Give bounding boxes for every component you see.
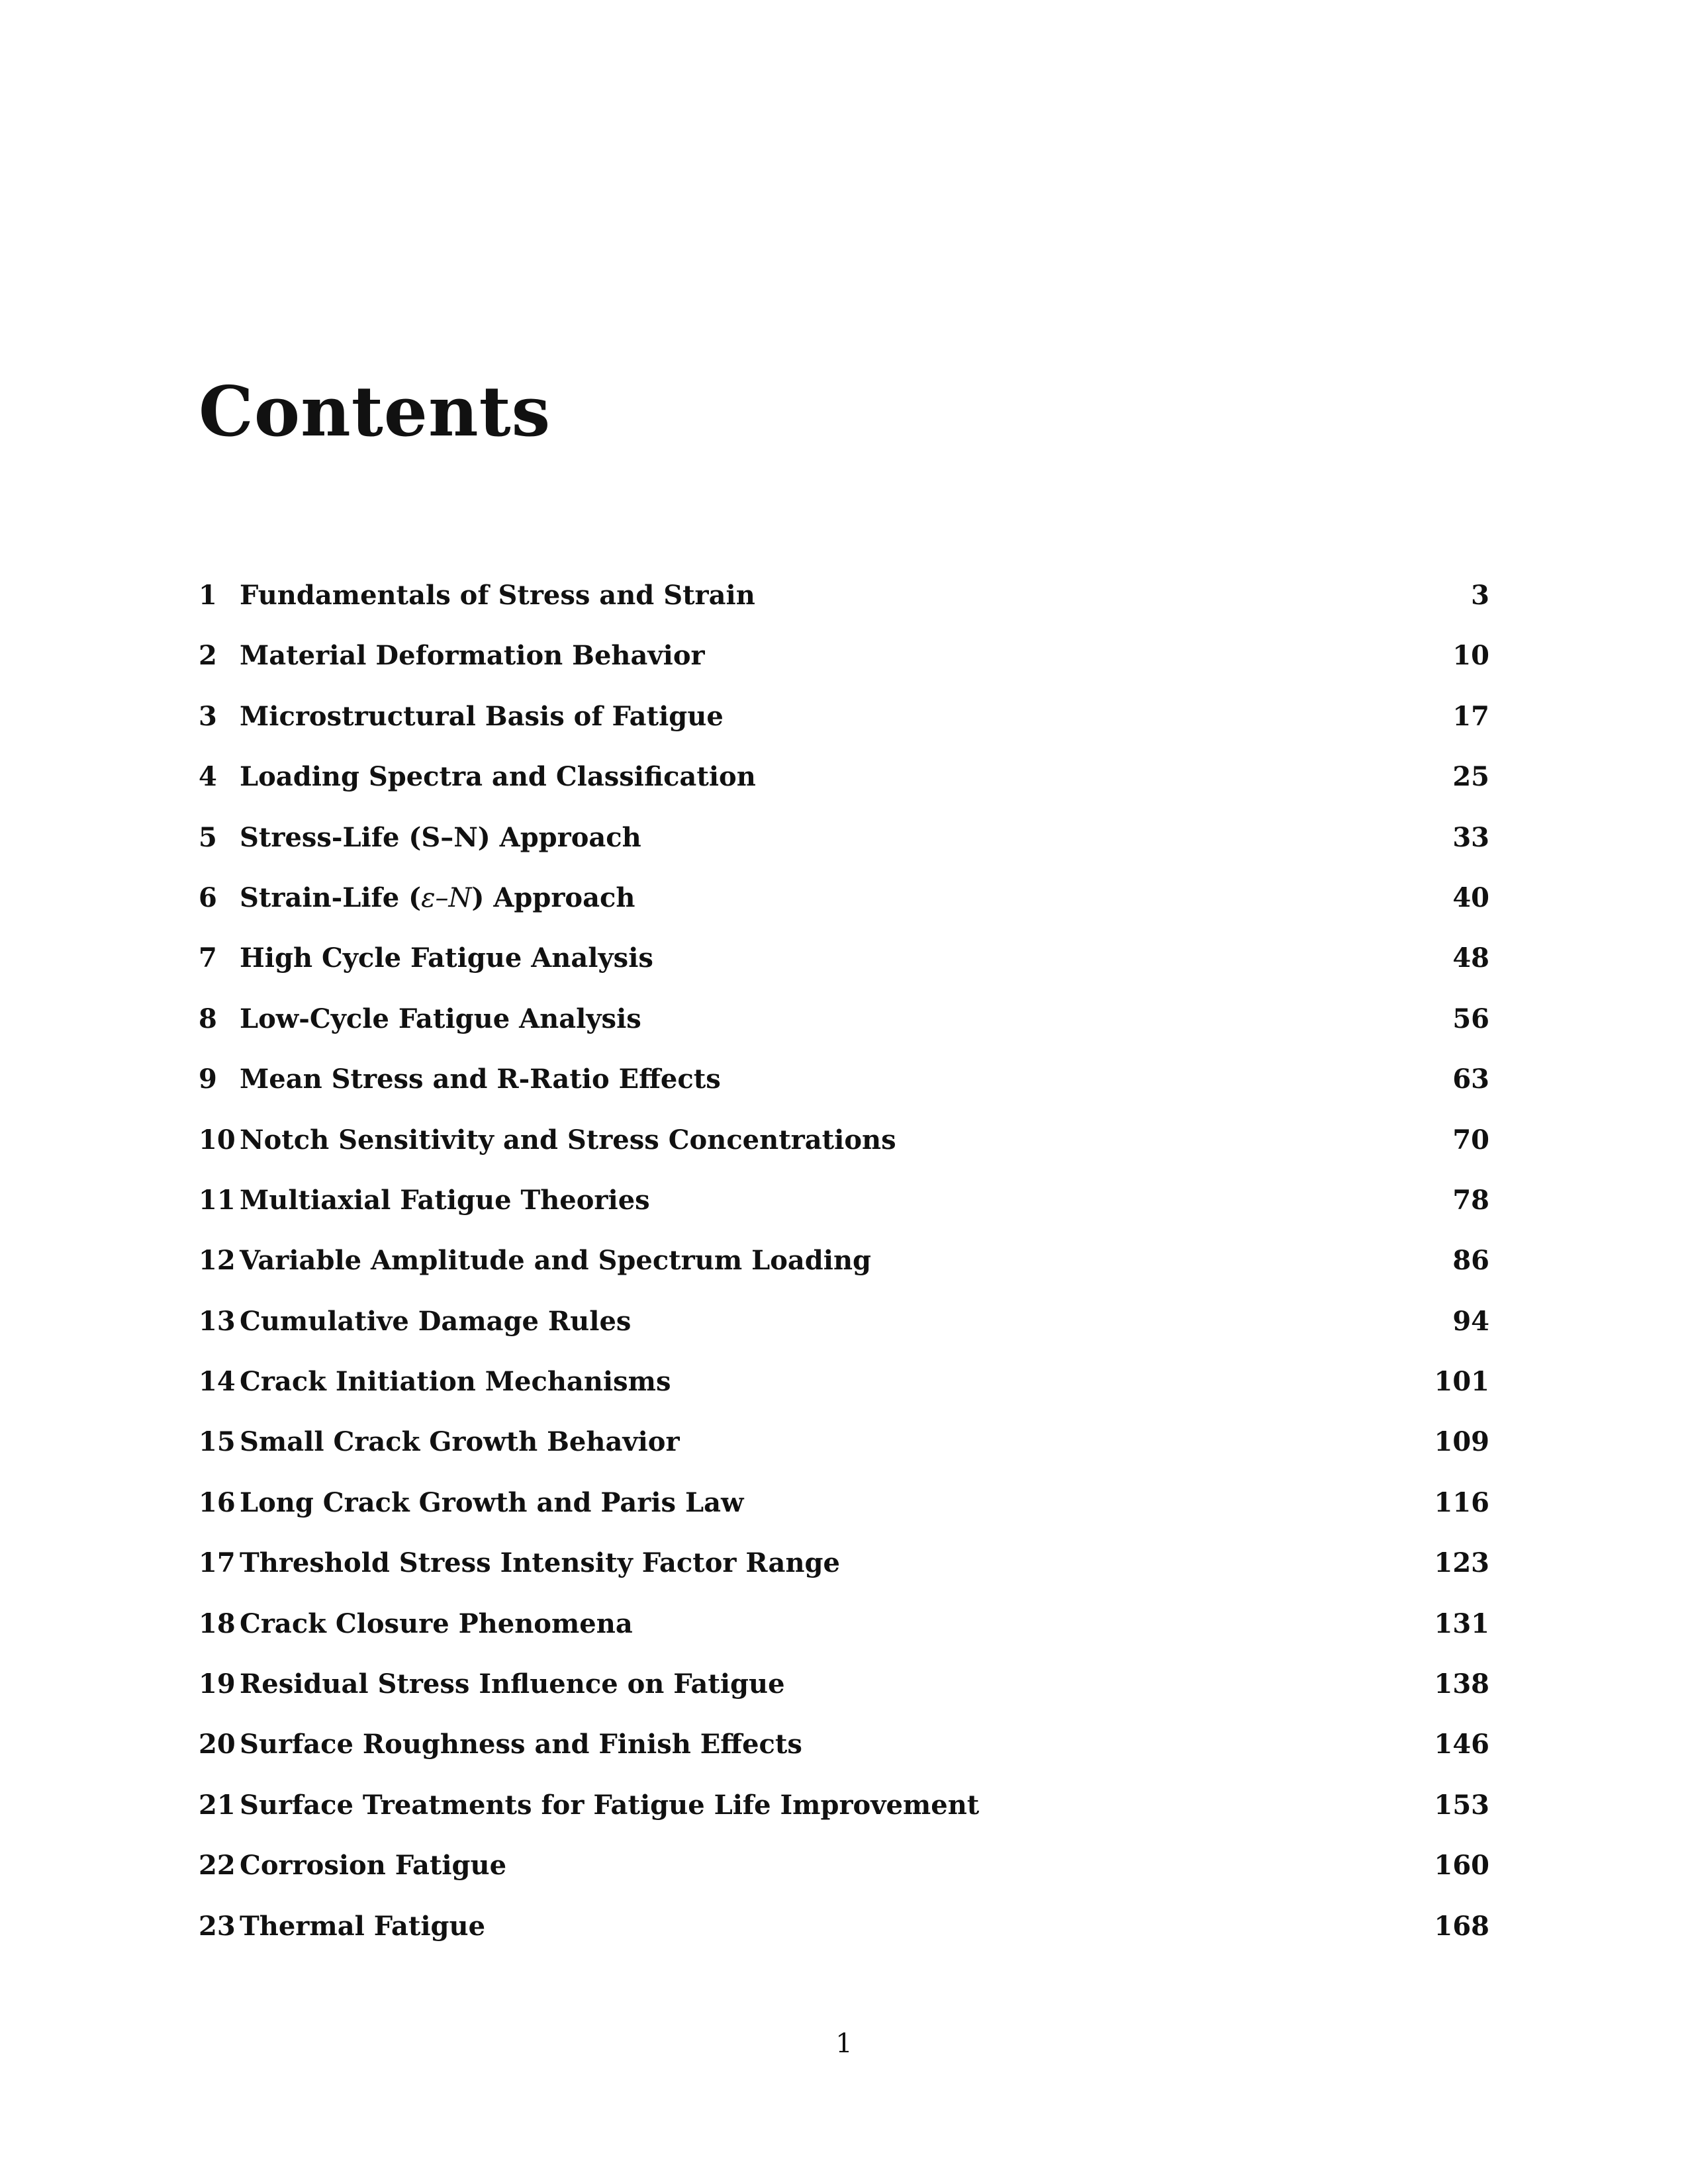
toc-entry-page: 56	[1452, 1003, 1489, 1034]
toc-entry-title: Mean Stress and R-Ratio Effects	[240, 1064, 721, 1095]
toc-entry-number: 12	[199, 1245, 236, 1277]
toc-entry-title: Microstructural Basis of Fatigue	[240, 700, 724, 732]
toc-entry-page: 109	[1434, 1426, 1489, 1458]
toc-entry-page: 40	[1452, 882, 1489, 913]
toc-entry-number: 21	[199, 1789, 236, 1821]
toc-entry-title: Loading Spectra and Classification	[240, 761, 756, 793]
toc-entry[interactable]	[199, 1668, 1489, 1731]
toc-entry-title: Small Crack Growth Behavior	[240, 1426, 680, 1458]
toc-entry-page: 116	[1434, 1486, 1489, 1518]
toc-entry[interactable]	[199, 761, 1489, 824]
toc-entry-page: 101	[1434, 1366, 1489, 1398]
toc-entry-number: 6	[199, 882, 217, 913]
toc-entry-title: Multiaxial Fatigue Theories	[240, 1184, 650, 1216]
toc-entry[interactable]	[199, 1608, 1489, 1671]
toc-entry-number: 13	[199, 1305, 236, 1337]
toc-entry-number: 22	[199, 1850, 236, 1882]
toc-entry-title-part: ) Approach	[471, 882, 635, 913]
toc-entry[interactable]	[199, 1066, 1489, 1126]
toc-entry-page: 48	[1452, 942, 1489, 974]
toc-entry-title: High Cycle Fatigue Analysis	[240, 942, 653, 974]
toc-entry-number: 19	[199, 1668, 236, 1700]
math-symbol: ε–N	[421, 882, 472, 913]
toc-entry-title: Corrosion Fatigue	[240, 1850, 507, 1882]
toc-entry-title: Thermal Fatigue	[240, 1910, 486, 1942]
toc-entry[interactable]	[199, 700, 1489, 764]
toc-entry[interactable]	[199, 1910, 1489, 1974]
page-number: 1	[835, 2028, 853, 2059]
table-of-contents	[199, 582, 1489, 1974]
toc-entry[interactable]	[199, 1852, 1489, 1913]
toc-entry-page: 160	[1434, 1850, 1489, 1882]
toc-entry[interactable]	[199, 1547, 1489, 1610]
toc-entry-number: 17	[199, 1547, 236, 1579]
toc-entry-page: 153	[1434, 1789, 1489, 1821]
toc-entry-page: 25	[1452, 761, 1489, 793]
toc-entry-number: 7	[199, 942, 217, 974]
toc-entry[interactable]	[199, 1003, 1489, 1066]
toc-entry[interactable]	[199, 640, 1489, 703]
toc-entry[interactable]	[199, 1731, 1489, 1792]
toc-entry-number: 1	[199, 580, 217, 611]
toc-entry-page: 138	[1434, 1668, 1489, 1700]
toc-entry-title: Long Crack Growth and Paris Law	[240, 1486, 744, 1518]
toc-entry-page: 131	[1434, 1608, 1489, 1639]
toc-entry-page: 70	[1452, 1124, 1489, 1156]
toc-entry-page: 86	[1452, 1245, 1489, 1277]
page-title: Contents	[199, 371, 551, 452]
toc-entry-page: 123	[1434, 1547, 1489, 1579]
toc-entry-title: Fundamentals of Stress and Strain	[240, 580, 755, 611]
toc-entry-page: 63	[1452, 1064, 1489, 1095]
toc-entry-page: 168	[1434, 1910, 1489, 1942]
toc-entry[interactable]	[199, 1184, 1489, 1248]
toc-entry-number: 4	[199, 761, 217, 793]
toc-entry-title: Threshold Stress Intensity Factor Range	[240, 1547, 840, 1579]
toc-entry-title: Cumulative Damage Rules	[240, 1305, 632, 1337]
toc-entry-title: Stress-Life (S–N) Approach	[240, 821, 641, 853]
toc-entry[interactable]	[199, 942, 1489, 1005]
toc-entry-page: 10	[1452, 640, 1489, 672]
toc-entry-number: 23	[199, 1910, 236, 1942]
toc-entry-number: 15	[199, 1426, 236, 1458]
toc-entry-title: Crack Closure Phenomena	[240, 1608, 633, 1639]
toc-entry-page: 17	[1452, 700, 1489, 732]
toc-entry-title	[240, 882, 1410, 913]
toc-entry-title: Variable Amplitude and Spectrum Loading	[240, 1245, 872, 1277]
toc-entry-number: 18	[199, 1608, 236, 1639]
toc-entry-title: Surface Roughness and Finish Effects	[240, 1729, 802, 1760]
toc-entry[interactable]	[199, 1426, 1489, 1489]
toc-entry-number: 5	[199, 821, 217, 853]
toc-entry[interactable]	[199, 1245, 1489, 1308]
toc-entry-number: 20	[199, 1729, 236, 1760]
toc-entry-number: 9	[199, 1064, 217, 1095]
toc-entry[interactable]	[199, 821, 1489, 885]
toc-entry[interactable]	[199, 1305, 1489, 1369]
toc-entry[interactable]	[199, 882, 1489, 945]
toc-entry-title: Notch Sensitivity and Stress Concentrations	[240, 1124, 896, 1156]
toc-entry[interactable]	[199, 1486, 1489, 1550]
toc-entry-title: Residual Stress Influence on Fatigue	[240, 1668, 785, 1700]
toc-entry[interactable]	[199, 1124, 1489, 1187]
toc-entry-title: Low-Cycle Fatigue Analysis	[240, 1003, 641, 1034]
toc-entry-number: 2	[199, 640, 217, 672]
toc-entry-number: 11	[199, 1184, 236, 1216]
toc-entry-title-part: Strain-Life (	[240, 882, 422, 913]
toc-entry-page: 3	[1471, 580, 1489, 611]
toc-entry-page: 146	[1434, 1729, 1489, 1760]
toc-entry-number: 16	[199, 1486, 236, 1518]
toc-entry[interactable]	[199, 582, 1489, 643]
toc-entry-number: 14	[199, 1366, 236, 1398]
toc-entry[interactable]	[199, 1789, 1489, 1852]
toc-entry-title: Material Deformation Behavior	[240, 640, 705, 672]
toc-entry-title: Surface Treatments for Fatigue Life Improvement	[240, 1789, 980, 1821]
toc-entry-number: 10	[199, 1124, 236, 1156]
toc-entry-title: Crack Initiation Mechanisms	[240, 1366, 671, 1398]
toc-entry-page: 33	[1452, 821, 1489, 853]
toc-entry-page: 78	[1452, 1184, 1489, 1216]
toc-entry-page: 94	[1452, 1305, 1489, 1337]
toc-entry-number: 3	[199, 700, 217, 732]
toc-entry-number: 8	[199, 1003, 217, 1034]
toc-entry[interactable]	[199, 1366, 1489, 1429]
